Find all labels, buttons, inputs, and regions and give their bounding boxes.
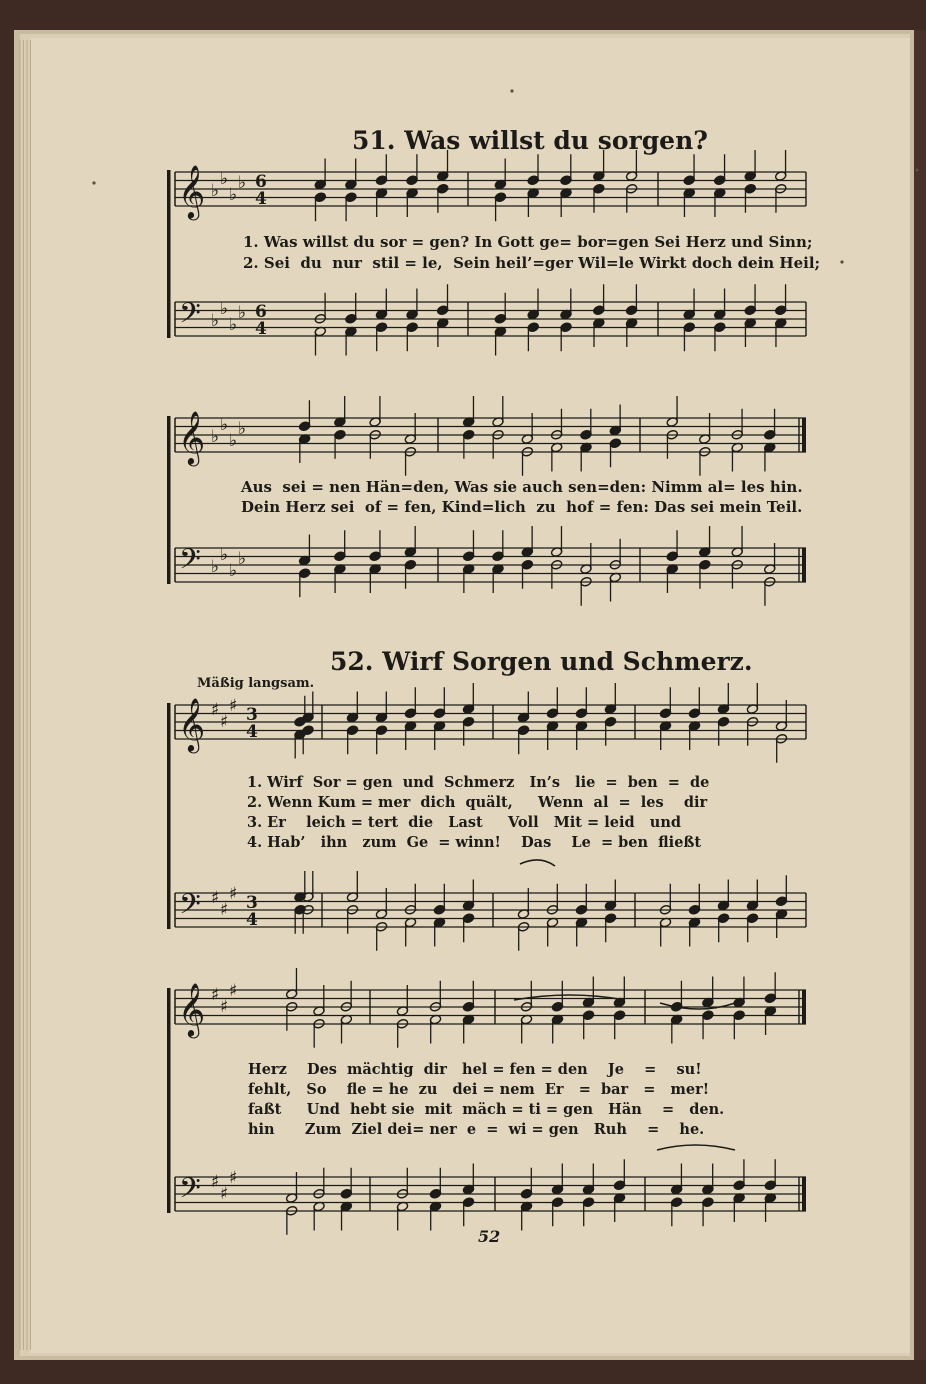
sharp-icon: ♯ bbox=[220, 1184, 229, 1204]
hymn-52-lyric-4a: 4. Hab’ ihn zum Ge = winn! Das Le = ben fließt bbox=[247, 834, 702, 851]
flat-icon: ♭ bbox=[238, 303, 247, 323]
sharp-icon: ♯ bbox=[211, 888, 220, 908]
flat-icon: ♭ bbox=[220, 299, 229, 319]
system-bracket bbox=[167, 170, 171, 338]
time-signature-denominator: 4 bbox=[255, 319, 267, 339]
bass-clef-icon: 𝄢 bbox=[179, 297, 201, 337]
sharp-icon: ♯ bbox=[220, 712, 229, 732]
hymn-52-lyric-2a: 2. Wenn Kum = mer dich quält, Wenn al = les dir bbox=[247, 794, 708, 811]
flat-icon: ♭ bbox=[211, 311, 220, 331]
hymn-51-lyric-1a: 1. Was willst du sor = gen? In Gott ge= bor=gen Sei Herz und Sinn; bbox=[243, 233, 813, 251]
hymn-51-title: 51. Was willst du sorgen? bbox=[352, 126, 708, 155]
flat-icon: ♭ bbox=[211, 557, 220, 577]
sharp-icon: ♯ bbox=[211, 985, 220, 1005]
time-signature-denominator: 4 bbox=[255, 189, 267, 209]
time-signature-numerator: 3 bbox=[246, 893, 258, 913]
time-signature-denominator: 4 bbox=[246, 910, 258, 930]
hymn-52-lyric-3b: faßt Und hebt sie mit mäch = ti = gen Hän = den. bbox=[248, 1101, 725, 1118]
bass-clef-icon: 𝄢 bbox=[179, 543, 201, 583]
flat-icon: ♭ bbox=[211, 181, 220, 201]
final-thick-barline bbox=[802, 548, 806, 582]
flat-icon: ♭ bbox=[229, 431, 238, 451]
bass-clef-icon: 𝄢 bbox=[179, 888, 201, 928]
system-bracket bbox=[167, 416, 171, 584]
sharp-icon: ♯ bbox=[229, 696, 238, 716]
paper-speck bbox=[92, 181, 95, 184]
treble-clef-icon: 𝄞 bbox=[178, 697, 206, 751]
flat-icon: ♭ bbox=[229, 561, 238, 581]
treble-clef-icon: 𝄞 bbox=[178, 982, 206, 1036]
flat-icon: ♭ bbox=[211, 427, 220, 447]
hymn-52-lyric-3a: 3. Er leich = tert die Last Voll Mit = leid und bbox=[247, 814, 681, 831]
hymn-52-title: 52. Wirf Sorgen und Schmerz. bbox=[330, 647, 753, 676]
hymn-52-tempo: Mäßig langsam. bbox=[197, 676, 315, 691]
final-thick-barline bbox=[802, 990, 806, 1024]
time-signature-numerator: 6 bbox=[255, 302, 267, 322]
sharp-icon: ♯ bbox=[229, 981, 238, 1001]
sharp-icon: ♯ bbox=[211, 1172, 220, 1192]
flat-icon: ♭ bbox=[220, 545, 229, 565]
bass-clef-icon: 𝄢 bbox=[179, 1172, 201, 1212]
book-cover-edge bbox=[914, 30, 926, 1360]
time-signature-numerator: 3 bbox=[246, 705, 258, 725]
sharp-icon: ♯ bbox=[220, 997, 229, 1017]
flat-icon: ♭ bbox=[238, 173, 247, 193]
system-bracket bbox=[167, 988, 171, 1213]
hymn-52-lyric-4b: hin Zum Ziel dei= ner e = wi = gen Ruh = he. bbox=[248, 1121, 705, 1138]
flat-icon: ♭ bbox=[229, 185, 238, 205]
time-signature-denominator: 4 bbox=[246, 722, 258, 742]
treble-clef-icon: 𝄞 bbox=[178, 410, 206, 464]
paper-speck bbox=[510, 89, 513, 92]
sharp-icon: ♯ bbox=[229, 1168, 238, 1188]
time-signature-numerator: 6 bbox=[255, 172, 267, 192]
system-bracket bbox=[167, 703, 171, 929]
paper-speck bbox=[840, 260, 843, 263]
flat-icon: ♭ bbox=[238, 419, 247, 439]
hymn-51-lyric-2b: Dein Herz sei of = fen, Kind=lich zu hof = fen: Das sei mein Teil. bbox=[241, 498, 803, 516]
flat-icon: ♭ bbox=[229, 315, 238, 335]
page-number: 52 bbox=[478, 1227, 501, 1246]
flat-icon: ♭ bbox=[220, 415, 229, 435]
sharp-icon: ♯ bbox=[211, 700, 220, 720]
hymn-52-lyric-1b: Herz Des mächtig dir hel = fen = den Je = su! bbox=[248, 1061, 702, 1078]
treble-clef-icon: 𝄞 bbox=[178, 164, 206, 218]
final-thick-barline bbox=[802, 1177, 806, 1211]
sharp-icon: ♯ bbox=[229, 884, 238, 904]
flat-icon: ♭ bbox=[238, 549, 247, 569]
hymn-52-lyric-1a: 1. Wirf Sor = gen und Schmerz In’s lie = ben = de bbox=[247, 774, 710, 791]
hymn-52-lyric-2b: fehlt, So fle = he zu dei = nem Er = bar = mer! bbox=[248, 1081, 710, 1098]
sharp-icon: ♯ bbox=[220, 900, 229, 920]
final-thick-barline bbox=[802, 418, 806, 452]
hymn-51-lyric-2a: 2. Sei du nur stil = le, Sein heil’=ger Wil=le Wirkt doch dein Heil; bbox=[243, 254, 821, 272]
flat-icon: ♭ bbox=[220, 169, 229, 189]
paper-speck bbox=[915, 168, 918, 171]
hymn-51-lyric-1b: Aus sei = nen Hän=den, Was sie auch sen=den: Nimm al= les hin. bbox=[241, 478, 803, 496]
